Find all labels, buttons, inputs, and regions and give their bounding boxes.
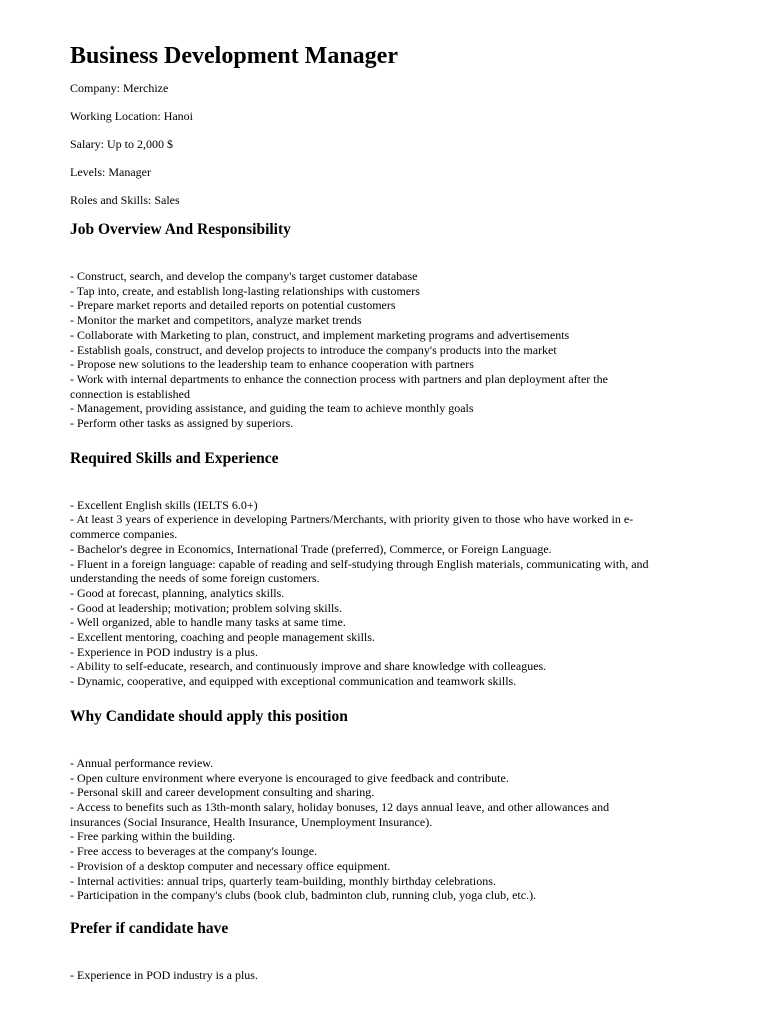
list-item: - Access to benefits such as 13th-month salary, holiday bonuses, 12 days annual leave, and other allowances and	[70, 799, 610, 814]
meta-label: Roles and Skills:	[70, 193, 155, 207]
list-item: - Free access to beverages at the company's lounge.	[70, 844, 318, 859]
section-why-apply	[70, 708, 730, 903]
section-heading: Why Candidate should apply this position	[70, 707, 348, 725]
list-item: commerce companies.	[70, 527, 178, 542]
list-item: - Good at leadership; motivation; problem solving skills.	[70, 600, 342, 615]
list-item: insurances (Social Insurance, Health Insurance, Unemployment Insurance).	[70, 814, 433, 829]
meta-location	[70, 109, 730, 123]
meta-value: Sales	[154, 193, 180, 207]
list-item: - Excellent English skills (IELTS 6.0+)	[70, 497, 258, 512]
section-heading: Job Overview And Responsibility	[70, 221, 291, 238]
list-item: - Ability to self-educate, research, and continuously improve and share knowledge with colleagues.	[70, 659, 547, 674]
meta-value: Up to 2,000 $	[107, 137, 173, 151]
list-item: - Annual performance review.	[70, 755, 214, 770]
list-item: - Perform other tasks as assigned by superiors.	[70, 416, 294, 431]
list-item: - Open culture environment where everyone is encouraged to give feedback and contribute.	[70, 770, 509, 785]
list-item: connection is established	[70, 386, 190, 401]
section-job-overview	[70, 221, 730, 431]
list-item: - At least 3 years of experience in developing Partners/Merchants, with priority given to those who have worked in e-	[70, 512, 634, 527]
list-item: - Personal skill and career development consulting and sharing.	[70, 785, 375, 800]
list-item: - Monitor the market and competitors, analyze market trends	[70, 313, 362, 328]
list-item: - Well organized, able to handle many tasks at same time.	[70, 615, 346, 630]
list-item: - Dynamic, cooperative, and equipped with exceptional communication and teamwork skills.	[70, 674, 517, 689]
section-required-skills	[70, 450, 730, 689]
meta-levels	[70, 165, 730, 179]
meta-label: Salary:	[70, 137, 107, 151]
section-heading: Required Skills and Experience	[70, 449, 279, 467]
list-item: - Construct, search, and develop the company's target customer database	[70, 269, 418, 283]
list-item: - Experience in POD industry is a plus.	[70, 644, 258, 659]
list-item: - Good at forecast, planning, analytics skills.	[70, 585, 285, 600]
meta-company	[70, 81, 730, 95]
document-page	[70, 42, 730, 983]
list-item: - Participation in the company's clubs (book club, badminton club, running club, yoga club, etc.).	[70, 888, 537, 903]
list-item: - Collaborate with Marketing to plan, construct, and implement marketing programs and advertisements	[70, 327, 570, 342]
section-body	[70, 756, 730, 903]
list-item: - Provision of a desktop computer and necessary office equipment.	[70, 858, 391, 873]
meta-label: Levels:	[70, 165, 109, 179]
list-item: - Excellent mentoring, coaching and people management skills.	[70, 630, 375, 645]
meta-roles-skills	[70, 193, 730, 207]
list-item: - Prepare market reports and detailed reports on potential customers	[70, 298, 396, 313]
meta-label: Company:	[70, 81, 123, 95]
list-item: - Internal activities: annual trips, quarterly team-building, monthly birthday celebrations.	[70, 873, 496, 888]
list-item: - Bachelor's degree in Economics, International Trade (preferred), Commerce, or Foreign Language.	[70, 541, 552, 556]
meta-value: Merchize	[123, 81, 169, 95]
section-body	[70, 498, 730, 689]
page-title: Business Development Manager	[70, 43, 398, 69]
section-body	[70, 968, 730, 983]
list-item: - Tap into, create, and establish long-lasting relationships with customers	[70, 283, 420, 298]
list-item: - Propose new solutions to the leadership team to enhance cooperation with partners	[70, 357, 474, 372]
meta-label: Working Location:	[70, 109, 164, 123]
job-meta	[70, 81, 730, 207]
section-heading: Prefer if candidate have	[70, 919, 229, 937]
meta-salary	[70, 137, 730, 151]
section-prefer-candidate	[70, 920, 730, 983]
list-item: understanding the needs of some foreign customers.	[70, 571, 320, 586]
meta-value: Hanoi	[163, 109, 194, 123]
sections-container	[70, 221, 730, 983]
list-item: - Work with internal departments to enhance the connection process with partners and plan deployment after the	[70, 371, 608, 386]
list-item: - Management, providing assistance, and guiding the team to achieve monthly goals	[70, 401, 474, 416]
list-item: - Free parking within the building.	[70, 829, 236, 844]
list-item: - Establish goals, construct, and develop projects to introduce the company's products into the market	[70, 342, 557, 357]
section-body	[70, 269, 730, 431]
meta-value: Manager	[108, 165, 151, 179]
list-item: - Experience in POD industry is a plus.	[70, 967, 258, 982]
list-item: - Fluent in a foreign language: capable of reading and self-studying through English materials, communicating with, and	[70, 556, 649, 571]
